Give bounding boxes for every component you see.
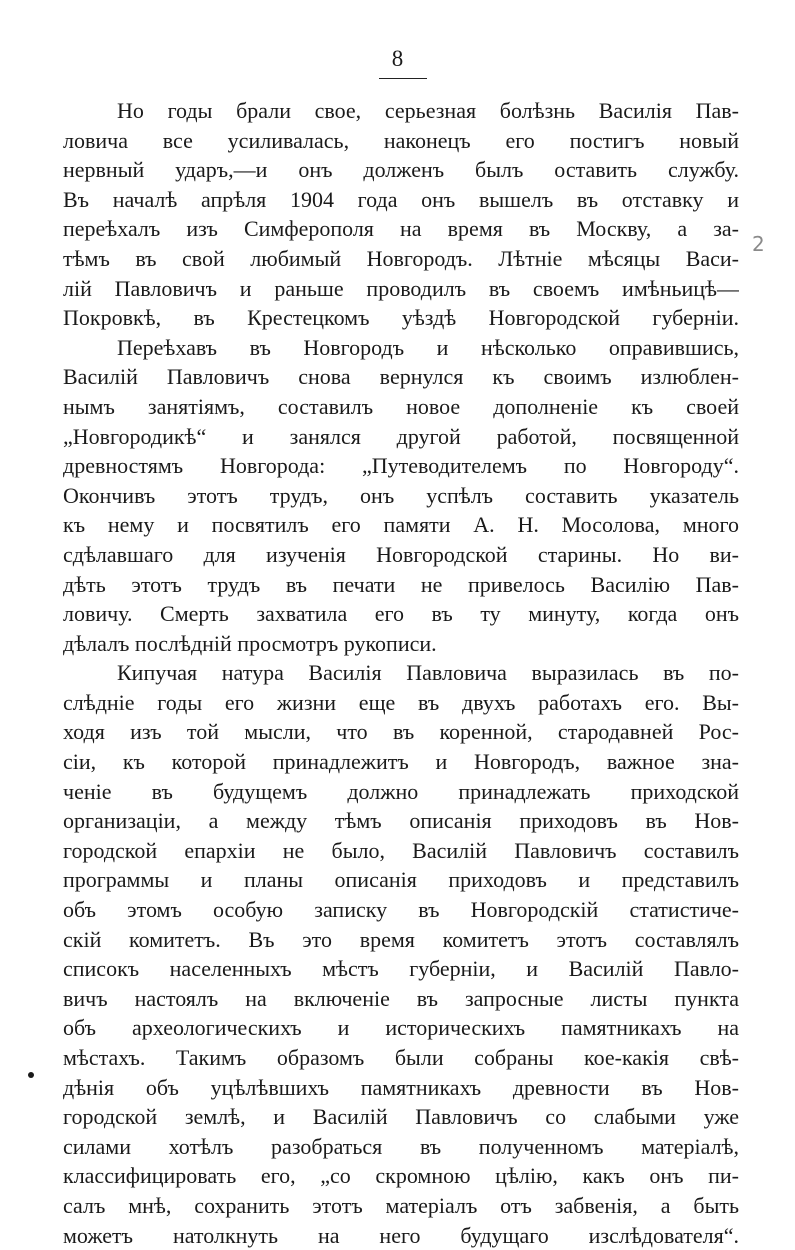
text-line: слѣдніе годы его жизни еще въ двухъ работахъ его. Вы- (63, 689, 739, 715)
paragraph-3 (63, 658, 739, 1250)
text-line: къ нему и посвятилъ его памяти А. Н. Мосолова, много (63, 512, 739, 538)
text-line: Въ началѣ апрѣля 1904 года онъ вышелъ въ отставку и (63, 186, 739, 212)
text-line: дѣнія объ уцѣлѣвшихъ памятникахъ древности въ Нов- (63, 1074, 739, 1100)
text-line: скій комитетъ. Въ это время комитетъ этотъ составлялъ (63, 926, 739, 952)
text-line: сіи, къ которой принадлежитъ и Новгородъ, важное зна- (63, 749, 739, 775)
text-line: дѣть этотъ трудъ въ печати не привелось Василію Пав- (63, 571, 739, 597)
text-line: дѣлалъ послѣдній просмотръ рукописи. (63, 630, 437, 656)
text-line: можетъ натолкнуть на него будущаго изслѣдователя“. (63, 1222, 739, 1248)
text-line: нымъ занятіямъ, составилъ новое дополненіе къ своей (63, 393, 739, 419)
text-line: программы и планы описанія приходовъ и представилъ (63, 867, 739, 893)
text-line: сдѣлавшаго для изученія Новгородской старины. Но ви- (63, 541, 739, 567)
text-line: тѣмъ въ свой любимый Новгородъ. Лѣтніе мѣсяцы Васи- (63, 245, 739, 271)
text-line: Но годы брали свое, серьезная болѣзнь Василія Пав- (117, 98, 739, 123)
text-line: лій Павловичъ и раньше проводилъ въ своемъ имѣньицѣ— (63, 275, 739, 301)
text-line: организаціи, а между тѣмъ описанія приходовъ въ Нов- (63, 808, 739, 834)
text-line: ловича все усиливалась, наконецъ его постигъ новый (63, 127, 739, 153)
text-line: объ этомъ особую записку въ Новгородскій статистиче- (63, 897, 739, 923)
text-line: городской землѣ, и Василій Павловичъ со слабыми уже (63, 1104, 739, 1130)
text-line: классифицировать его, „со скромною цѣлію, какъ онъ пи- (63, 1163, 739, 1189)
text-line: Переѣхавъ въ Новгородъ и нѣсколько оправившись, (117, 334, 739, 360)
text-line: ловичу. Смерть захватила его въ ту минуту, когда онъ (63, 601, 739, 627)
paragraph-1 (63, 96, 739, 333)
text-line: городской епархіи не было, Василій Павловичъ составилъ (63, 837, 739, 863)
text-line: Василій Павловичъ снова вернулся къ своимъ излюблен- (63, 364, 739, 390)
paragraph-2 (63, 333, 739, 659)
text-line: списокъ населенныхъ мѣстъ губерніи, и Василій Павло- (63, 956, 739, 982)
text-line: Окончивъ этотъ трудъ, онъ успѣлъ составить указатель (63, 482, 739, 508)
margin-pencil-mark: 2 (752, 232, 765, 256)
text-line: Покровкѣ, въ Крестецкомъ уѣздѣ Новгородской губерніи. (63, 305, 739, 331)
text-line: ченіе въ будущемъ должно принадлежать приходской (63, 778, 739, 804)
text-line: салъ мнѣ, сохранить этотъ матеріалъ отъ забвенія, а быть (63, 1192, 739, 1218)
margin-dot-mark (28, 1072, 34, 1078)
text-line: нервный ударъ,—и онъ долженъ былъ оставить службу. (63, 157, 739, 183)
text-line: мѣстахъ. Такимъ образомъ были собраны кое-какія свѣ- (63, 1045, 739, 1070)
text-line: ходя изъ той мысли, что въ коренной, стародавней Рос- (63, 719, 739, 745)
page-number-rule (379, 78, 427, 79)
text-line: переѣхалъ изъ Симферополя на время въ Москву, а за- (63, 216, 739, 242)
page-number: 8 (391, 46, 404, 71)
text-line: „Новгородикѣ“ и занялся другой работой, посвященной (63, 423, 739, 449)
text-line: силами хотѣлъ разобраться въ полученномъ матеріалѣ, (63, 1133, 739, 1159)
text-line: вичъ настоялъ на включеніе въ запросные листы пункта (63, 985, 739, 1011)
body-text (63, 96, 739, 1250)
text-line: Кипучая натура Василія Павловича выразилась въ по- (117, 660, 739, 686)
text-line: объ археологическихъ и историческихъ памятникахъ на (63, 1015, 739, 1041)
text-line: древностямъ Новгорода: „Путеводителемъ по Новгороду“. (63, 453, 739, 479)
